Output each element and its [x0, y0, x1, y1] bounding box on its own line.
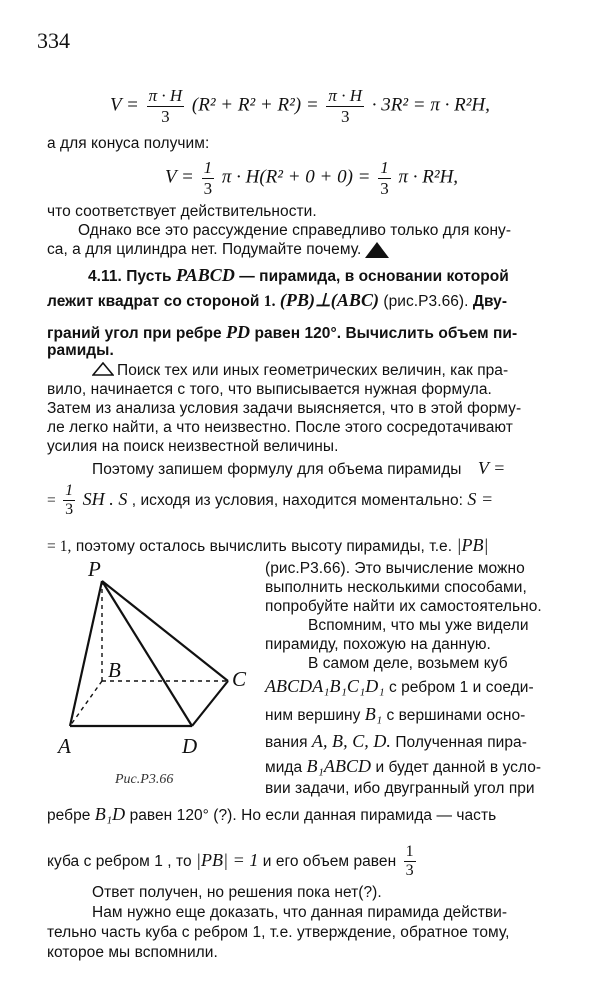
frac-denominator: 3 — [203, 178, 213, 198]
right-line-5: пирамиду, похожую на данную. — [265, 636, 491, 653]
right-line-3: попробуйте найти их самостоятельно. — [265, 598, 542, 615]
solution-line-1 — [92, 362, 508, 380]
frac-denominator: 3 — [161, 106, 170, 126]
right-line-10-a: мида — [265, 759, 303, 776]
problem-line-1 — [88, 265, 509, 286]
edge-pd — [102, 581, 192, 726]
formula-cone-frac2 — [378, 158, 391, 198]
right-line-11: вии задачи, ибо двугранный угол при — [265, 780, 535, 797]
right-line-7-text: с ребром 1 и соеди- — [388, 679, 534, 696]
solution-line-1-text: Поиск тех или иных геометрических величин, как пра- — [117, 362, 509, 379]
edge-line-1 — [47, 804, 496, 825]
frac-numerator: 1 — [63, 482, 75, 501]
frac-denominator: 3 — [65, 501, 74, 519]
vertex-label-a: A — [58, 734, 71, 758]
edge-line-1-a: ребре — [47, 807, 91, 824]
figure-caption: Рис.Р3.66 — [115, 772, 174, 787]
problem-line-2-end: Дву- — [472, 293, 508, 310]
solution-line-2: вило, начинается с того, что выписывается нужная формула. — [47, 381, 492, 398]
edge-line-2-c: и его объем равен — [262, 852, 397, 870]
text-however-2-words: са, а для цилиндра нет. Подумайте почему. — [47, 241, 362, 258]
right-line-10-c: и будет данной в усло- — [375, 759, 542, 776]
formula-cylinder-mid: (R² + R² + R²) = — [191, 94, 319, 116]
pyramid-figure — [50, 556, 250, 766]
right-line-4: Вспомним, что мы уже видели — [308, 617, 529, 634]
right-line-8 — [265, 704, 525, 725]
vertex-label-d: D — [182, 734, 198, 758]
volume-line-1 — [92, 458, 505, 479]
right-line-9 — [265, 731, 527, 752]
base-vertices: A, B, C, D. — [311, 731, 391, 751]
end-of-solution-icon — [365, 242, 389, 258]
frac-denominator: 3 — [340, 106, 350, 126]
pyramid-hidden-edges — [70, 581, 228, 726]
right-line-2: выполнить несколькими способами, — [265, 579, 527, 596]
pyramid-edges — [70, 581, 228, 726]
text-matches-reality: что соответствует действительности. — [47, 203, 317, 220]
edge-pa — [70, 581, 102, 726]
volume-line-2-eq: = — [47, 491, 56, 509]
problem-pyramid-name: PABCD — [175, 265, 235, 285]
problem-line-3-rest: равен 120°. Вычислить объем пи- — [254, 325, 518, 342]
volume-line-3 — [47, 535, 489, 556]
volume-line-2 — [47, 482, 493, 520]
need-line-1: Нам нужно еще доказать, что данная пирамида действи- — [92, 904, 508, 921]
volume-s-eq: S = — [467, 488, 494, 509]
problem-line-3-a: граний угол при ребре — [47, 325, 222, 342]
right-line-8-c: с вершинами осно- — [386, 707, 526, 724]
problem-line-4: рамиды. — [47, 342, 114, 359]
problem-line-2 — [47, 290, 507, 311]
right-line-10 — [265, 756, 541, 777]
edge-pc — [102, 581, 228, 681]
frac-numerator: 1 — [404, 843, 416, 862]
formula-cylinder-rhs: · 3R² = π · R²H, — [371, 94, 490, 116]
problem-side-length: 1. — [263, 293, 276, 310]
volume-line-1-text: Поэтому запишем формулу для объема пирамиды — [92, 461, 462, 478]
right-line-9-a: вания — [265, 734, 308, 751]
answer-line: Ответ получен, но решения пока нет(?). — [92, 884, 382, 901]
right-line-1: (рис.Р3.66). Это вычисление можно — [265, 560, 525, 577]
formula-cone-mid: π · H(R² + 0 + 0) = — [221, 166, 371, 188]
volume-answer-fraction — [404, 843, 416, 881]
formula-cylinder-lhs: V = — [110, 94, 139, 116]
right-line-8-a: ним вершину — [265, 707, 361, 724]
solution-line-3: Затем из анализа условия задачи выясняется, что в этой форму- — [47, 400, 522, 417]
vertex-label-p: P — [88, 557, 101, 581]
text-however-1: Однако все это рассуждение справедливо только для кону- — [78, 222, 512, 239]
volume-line-1-formula: V = — [477, 458, 506, 478]
need-line-2: тельно часть куба с ребром 1, т.е. утверждение, обратное тому, — [47, 924, 510, 941]
vertex-label-b: B — [108, 658, 121, 682]
frac-numerator: π · H — [148, 86, 183, 105]
problem-perpendicular: (PB)⊥(ABC) — [279, 290, 380, 310]
problem-edge-name: PD — [226, 322, 251, 342]
volume-fraction — [63, 482, 75, 520]
solution-line-5: усилия на поиск неизвестной величины. — [47, 438, 339, 455]
need-line-3: которое мы вспомнили. — [47, 944, 218, 961]
problem-line-3 — [47, 322, 517, 343]
pyramid-b1abcd: B₁ABCD — [306, 756, 372, 776]
problem-number: 4.11. Пусть — [88, 268, 172, 285]
formula-cone-frac1 — [202, 158, 215, 198]
edge-line-1-c: равен 120° (?). Но если данная пирамида — часть — [129, 807, 497, 824]
text-however-2 — [47, 241, 389, 259]
edge-dc — [192, 681, 228, 726]
vertex-b1: B₁ — [364, 704, 383, 724]
formula-cone-lhs: V = — [165, 166, 194, 188]
volume-pb-abs: |PB| — [456, 535, 489, 555]
volume-s-value: = 1, — [47, 538, 72, 555]
volume-line-2-text: , исходя из условия, находится моментально: — [131, 491, 464, 509]
problem-line-1-rest: — пирамида, в основании которой — [239, 268, 509, 285]
formula-cylinder — [110, 86, 490, 126]
right-line-6: В самом деле, возьмем куб — [308, 655, 508, 672]
formula-cone-rhs: π · R²H, — [398, 166, 459, 188]
vertex-label-c: C — [232, 667, 247, 691]
volume-line-3-text: поэтому осталось вычислить высоту пирамиды, т.е. — [75, 538, 453, 555]
frac-numerator: π · H — [328, 86, 362, 105]
right-line-9-c: Полученная пира- — [395, 734, 527, 751]
frac-numerator: 1 — [380, 158, 389, 177]
problem-line-2-a: лежит квадрат со стороной — [47, 293, 260, 310]
formula-cone — [165, 158, 458, 198]
solution-start-icon — [92, 362, 114, 376]
problem-figure-ref: (рис.Р3.66). — [383, 293, 469, 310]
formula-cylinder-frac2 — [326, 86, 364, 126]
frac-denominator: 3 — [405, 862, 414, 880]
cube-name: ABCDA₁B₁C₁D₁ — [265, 676, 385, 696]
frac-numerator: 1 — [203, 158, 213, 177]
edge-line-2-a: куба с ребром 1 , то — [47, 852, 192, 870]
right-line-7 — [265, 676, 534, 697]
solution-line-4: ле легко найти, а что неизвестно. После этого сосредотачивают — [47, 419, 513, 436]
text-cone-intro: а для конуса получим: — [47, 135, 210, 152]
edge-b1d: B₁D — [94, 804, 126, 824]
volume-sh: SH . S — [82, 488, 128, 509]
formula-cylinder-frac1 — [147, 86, 185, 126]
page-number: 334 — [37, 28, 70, 53]
frac-denominator: 3 — [380, 178, 389, 198]
edge-line-2 — [47, 843, 419, 881]
edge-pb-eq: |PB| = 1 — [195, 849, 259, 870]
